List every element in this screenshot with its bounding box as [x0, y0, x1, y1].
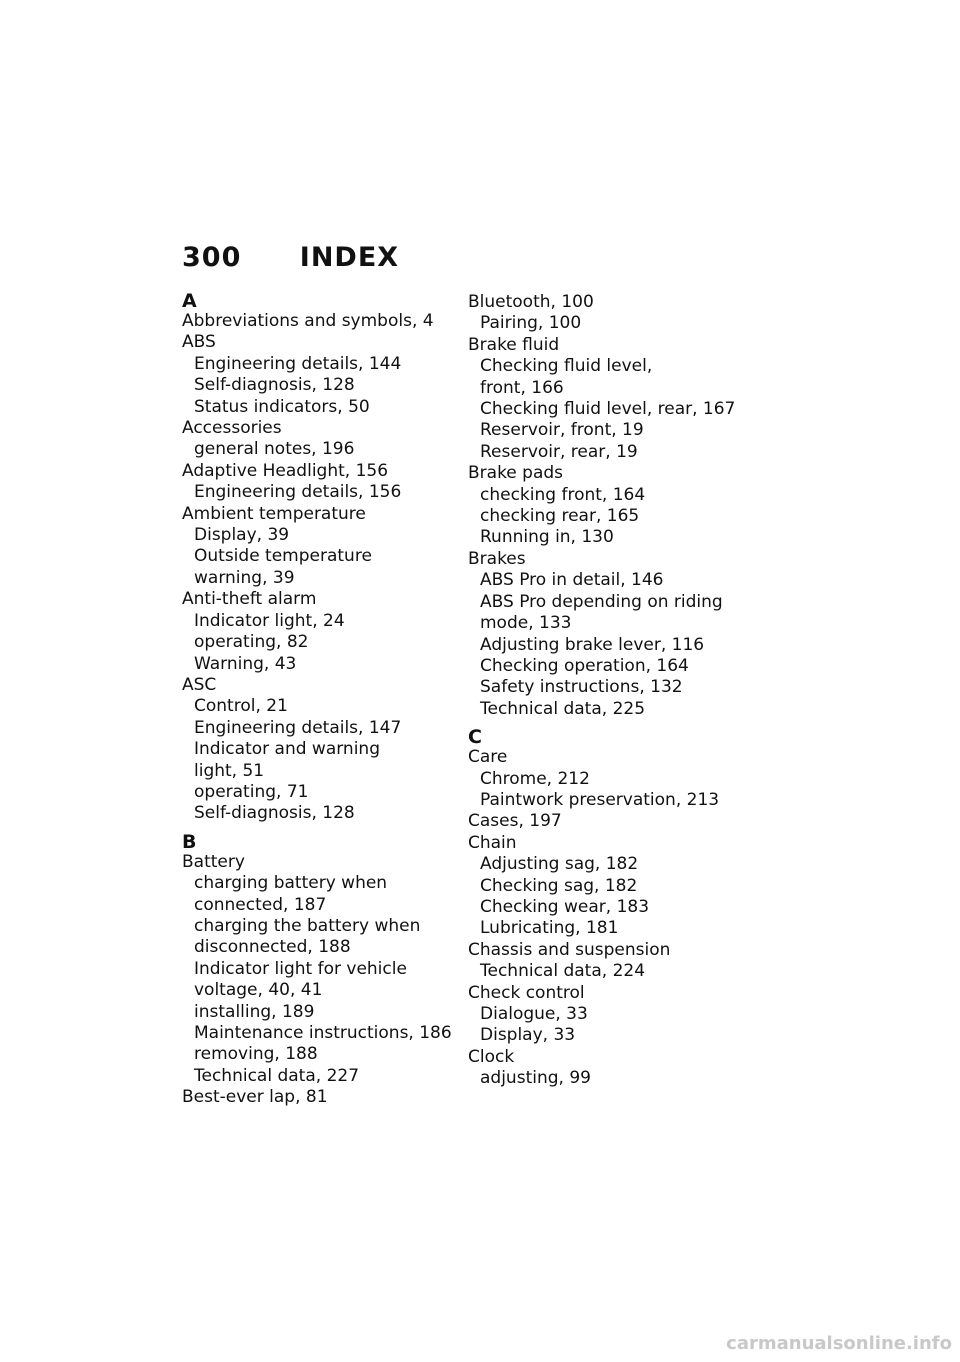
index-subentry: light, 51 [194, 760, 265, 781]
watermark: carmanualsonline.info [726, 1333, 952, 1354]
index-entry: Best-ever lap, 81 [182, 1087, 328, 1108]
index-subentry: Engineering details, 147 [194, 717, 402, 738]
index-subentry: Outside temperature [194, 546, 372, 567]
index-entry: Adaptive Headlight, 156 [182, 460, 389, 481]
index-subentry: Control, 21 [194, 696, 288, 717]
index-subentry: Reservoir, front, 19 [480, 420, 644, 441]
index-section-letter: A [182, 290, 197, 312]
index-subentry: Lubricating, 181 [480, 918, 619, 939]
index-entry: Anti-theft alarm [182, 589, 317, 610]
index-entry: Care [468, 747, 508, 768]
index-subentry: Self-diagnosis, 128 [194, 803, 355, 824]
index-subentry: Indicator light for vehicle [194, 958, 407, 979]
index-entry: Bluetooth, 100 [468, 292, 594, 312]
index-column-right [468, 292, 758, 1090]
index-subentry: operating, 71 [194, 781, 309, 802]
index-subentry: operating, 82 [194, 632, 309, 653]
index-entry: Brake fluid [468, 334, 560, 355]
index-subentry: warning, 39 [194, 567, 295, 588]
index-entry: Cases, 197 [468, 811, 562, 832]
index-subentry: Running in, 130 [480, 527, 614, 548]
index-subentry: checking front, 164 [480, 484, 646, 505]
index-subentry: installing, 189 [194, 1001, 315, 1022]
index-entry: ASC [182, 674, 217, 695]
index-entry: Accessories [182, 418, 282, 439]
index-subentry: Checking wear, 183 [480, 896, 650, 917]
index-subentry: Adjusting brake lever, 116 [480, 634, 705, 655]
index-subentry: Adjusting sag, 182 [480, 854, 639, 875]
index-entry: Brakes [468, 548, 526, 569]
index-entry: Battery [182, 851, 245, 872]
index-subentry: Technical data, 225 [480, 698, 646, 719]
index-subentry: adjusting, 99 [480, 1068, 591, 1089]
index-subentry: Checking sag, 182 [480, 875, 638, 896]
index-entry: Check control [468, 982, 585, 1003]
index-column-left [182, 292, 472, 1109]
index-subentry: removing, 188 [194, 1044, 318, 1065]
index-subentry: mode, 133 [480, 613, 572, 634]
index-entry: Abbreviations and symbols, 4 [182, 311, 434, 331]
index-entry: Clock [468, 1046, 515, 1067]
page-number: 300 [182, 242, 242, 273]
index-subentry: Checking operation, 164 [480, 655, 689, 676]
index-subentry: Engineering details, 156 [194, 482, 402, 503]
index-subentry: Technical data, 224 [480, 961, 646, 982]
index-subentry: ABS Pro in detail, 146 [480, 570, 664, 591]
index-subentry: Display, 39 [194, 525, 290, 546]
index-subentry: Checking fluid level, rear, 167 [480, 399, 736, 420]
index-subentry: Reservoir, rear, 19 [480, 441, 638, 462]
index-subentry: Maintenance instructions, 186 [194, 1023, 452, 1043]
page-header [182, 242, 399, 273]
index-entry: Chassis and suspension [468, 939, 671, 960]
index-subentry: Dialogue, 33 [480, 1004, 588, 1024]
index-subentry: general notes, 196 [194, 439, 355, 460]
page-title: INDEX [299, 242, 400, 273]
index-subentry: Checking fluid level, [480, 356, 653, 377]
index-subentry: Indicator light, 24 [194, 610, 345, 631]
index-subentry: Status indicators, 50 [194, 396, 370, 417]
index-subentry: Indicator and warning [194, 739, 380, 760]
index-subentry: Pairing, 100 [480, 313, 582, 334]
index-subentry: Chrome, 212 [480, 768, 590, 789]
index-subentry: checking rear, 165 [480, 506, 640, 527]
index-entry: Chain [468, 832, 517, 853]
index-subentry: ABS Pro depending on riding [480, 591, 723, 612]
index-subentry: Display, 33 [480, 1025, 576, 1046]
index-subentry: Safety instructions, 132 [480, 677, 683, 698]
index-entry: ABS [182, 332, 216, 353]
index-subentry: Warning, 43 [194, 653, 297, 674]
index-entry: Ambient temperature [182, 503, 366, 524]
index-subentry: voltage, 40, 41 [194, 980, 323, 1001]
index-subentry: Technical data, 227 [194, 1065, 360, 1086]
index-subentry: charging battery when [194, 873, 388, 894]
index-section-letter: C [468, 726, 482, 749]
index-subentry: Paintwork preservation, 213 [480, 789, 720, 810]
index-subentry: Engineering details, 144 [194, 353, 402, 374]
index-subentry: disconnected, 188 [194, 937, 351, 958]
index-subentry: charging the battery when [194, 915, 421, 936]
index-subentry: Self-diagnosis, 128 [194, 375, 355, 396]
index-entry: Brake pads [468, 463, 564, 484]
index-subentry: connected, 187 [194, 894, 327, 915]
index-subentry: front, 166 [480, 377, 564, 398]
index-section-letter: B [182, 830, 197, 853]
